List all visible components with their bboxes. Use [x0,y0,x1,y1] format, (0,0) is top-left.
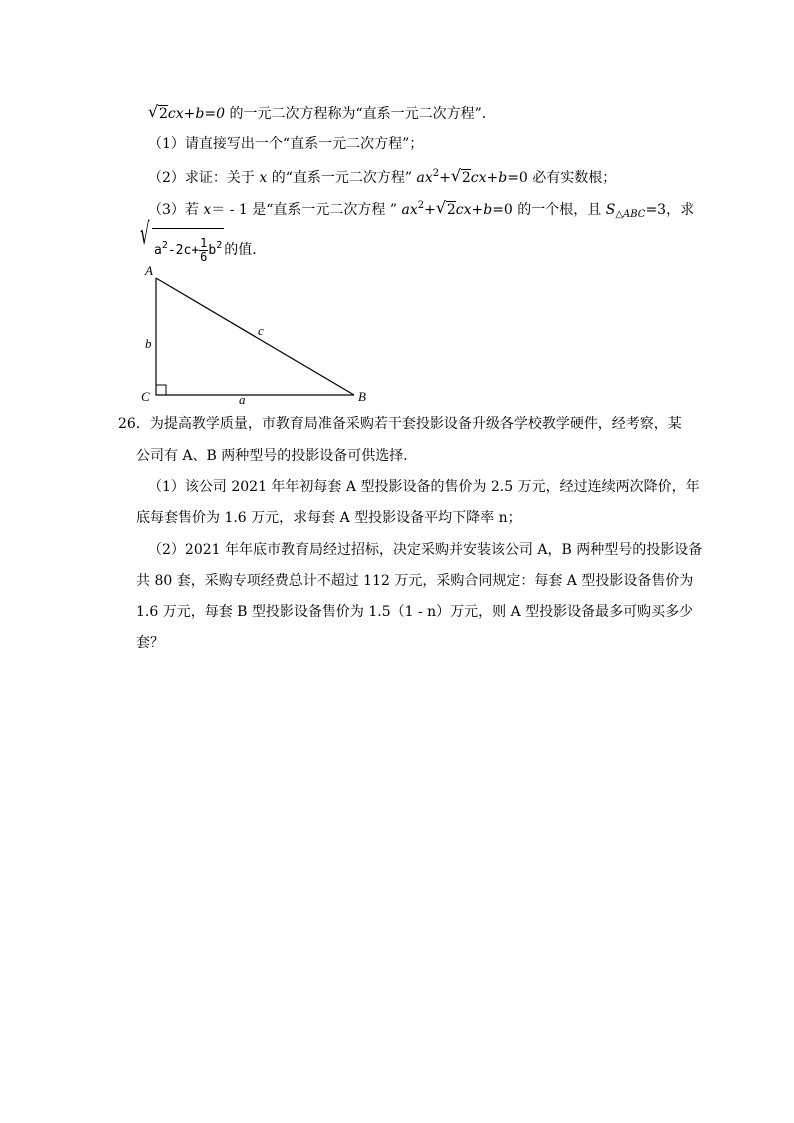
side-b-label: b [145,336,152,351]
q26-line8: 套？ [136,635,164,651]
q25-intro: √ 2cx+b=0 的一元二次方程称为“直系一元二次方程”． [148,102,496,122]
right-angle-marker [156,385,166,395]
q25-part1: （1）请直接写出一个“直系一元二次方程”； [148,136,424,152]
q25-part2: （2）求证：关于 x 的“直系一元二次方程” $ax^2+$ √ 2cx+b=0 必有实数根； [148,166,617,186]
fraction: $\frac{1}{6}$ [200,236,208,264]
radical-sign: √ $a^2-2c+$ $\frac{1}{6}$ $b^2$ [140,217,223,264]
q26-line6: 共 80 套，采购专项经费总计不超过 112 万元，采购合同规定：每套 A 型投影设备售价为 [136,573,694,589]
sqrt-symbol: √ 2 [435,198,456,218]
vertex-B-label: B [358,389,366,404]
q26-line5: （2）2021 年年底市教育局经过招标，决定采购并安装该公司 A，B 两种型号的投影设备 [148,542,703,558]
side-a-label: a [239,392,246,404]
q26-line4: 底每套售价为 1.6 万元，求每套 A 型投影设备平均下降率 n； [136,510,522,526]
right-triangle-figure [138,262,378,404]
q26-line1: 26．为提高教学质量，市教育局准备采购若干套投影设备升级各学校教学硬件，经考察，某 [118,416,682,432]
vertex-A-label: A [145,263,153,278]
q26-line3: （1）该公司 2021 年年初每套 A 型投影设备的售价为 2.5 万元，经过连续两次降价，年 [148,479,700,495]
sqrt-symbol: √ 2 [148,102,168,122]
side-c [156,278,354,395]
q26-line2: 公司有 A、B 两种型号的投影设备可供选择． [136,448,418,464]
q26-line7: 1.6 万元，每套 B 型投影设备售价为 1.5（1 - n）万元，则 A 型投影设备最多可购买多少 [136,604,694,620]
side-c-label: c [258,323,264,338]
q25-expression: √ $a^2-2c+$ $\frac{1}{6}$ $b^2$ 的值． [140,217,267,264]
sqrt-symbol: √ 2 [450,166,471,186]
vertex-C-label: C [141,389,150,404]
q25-part3: （3）若 x＝ - 1 是“直系一元二次方程 ” $ax^2+$ √ 2cx+b=0 的一个根，且 $S_{\triangle ABC}=3$，求 [148,198,695,220]
